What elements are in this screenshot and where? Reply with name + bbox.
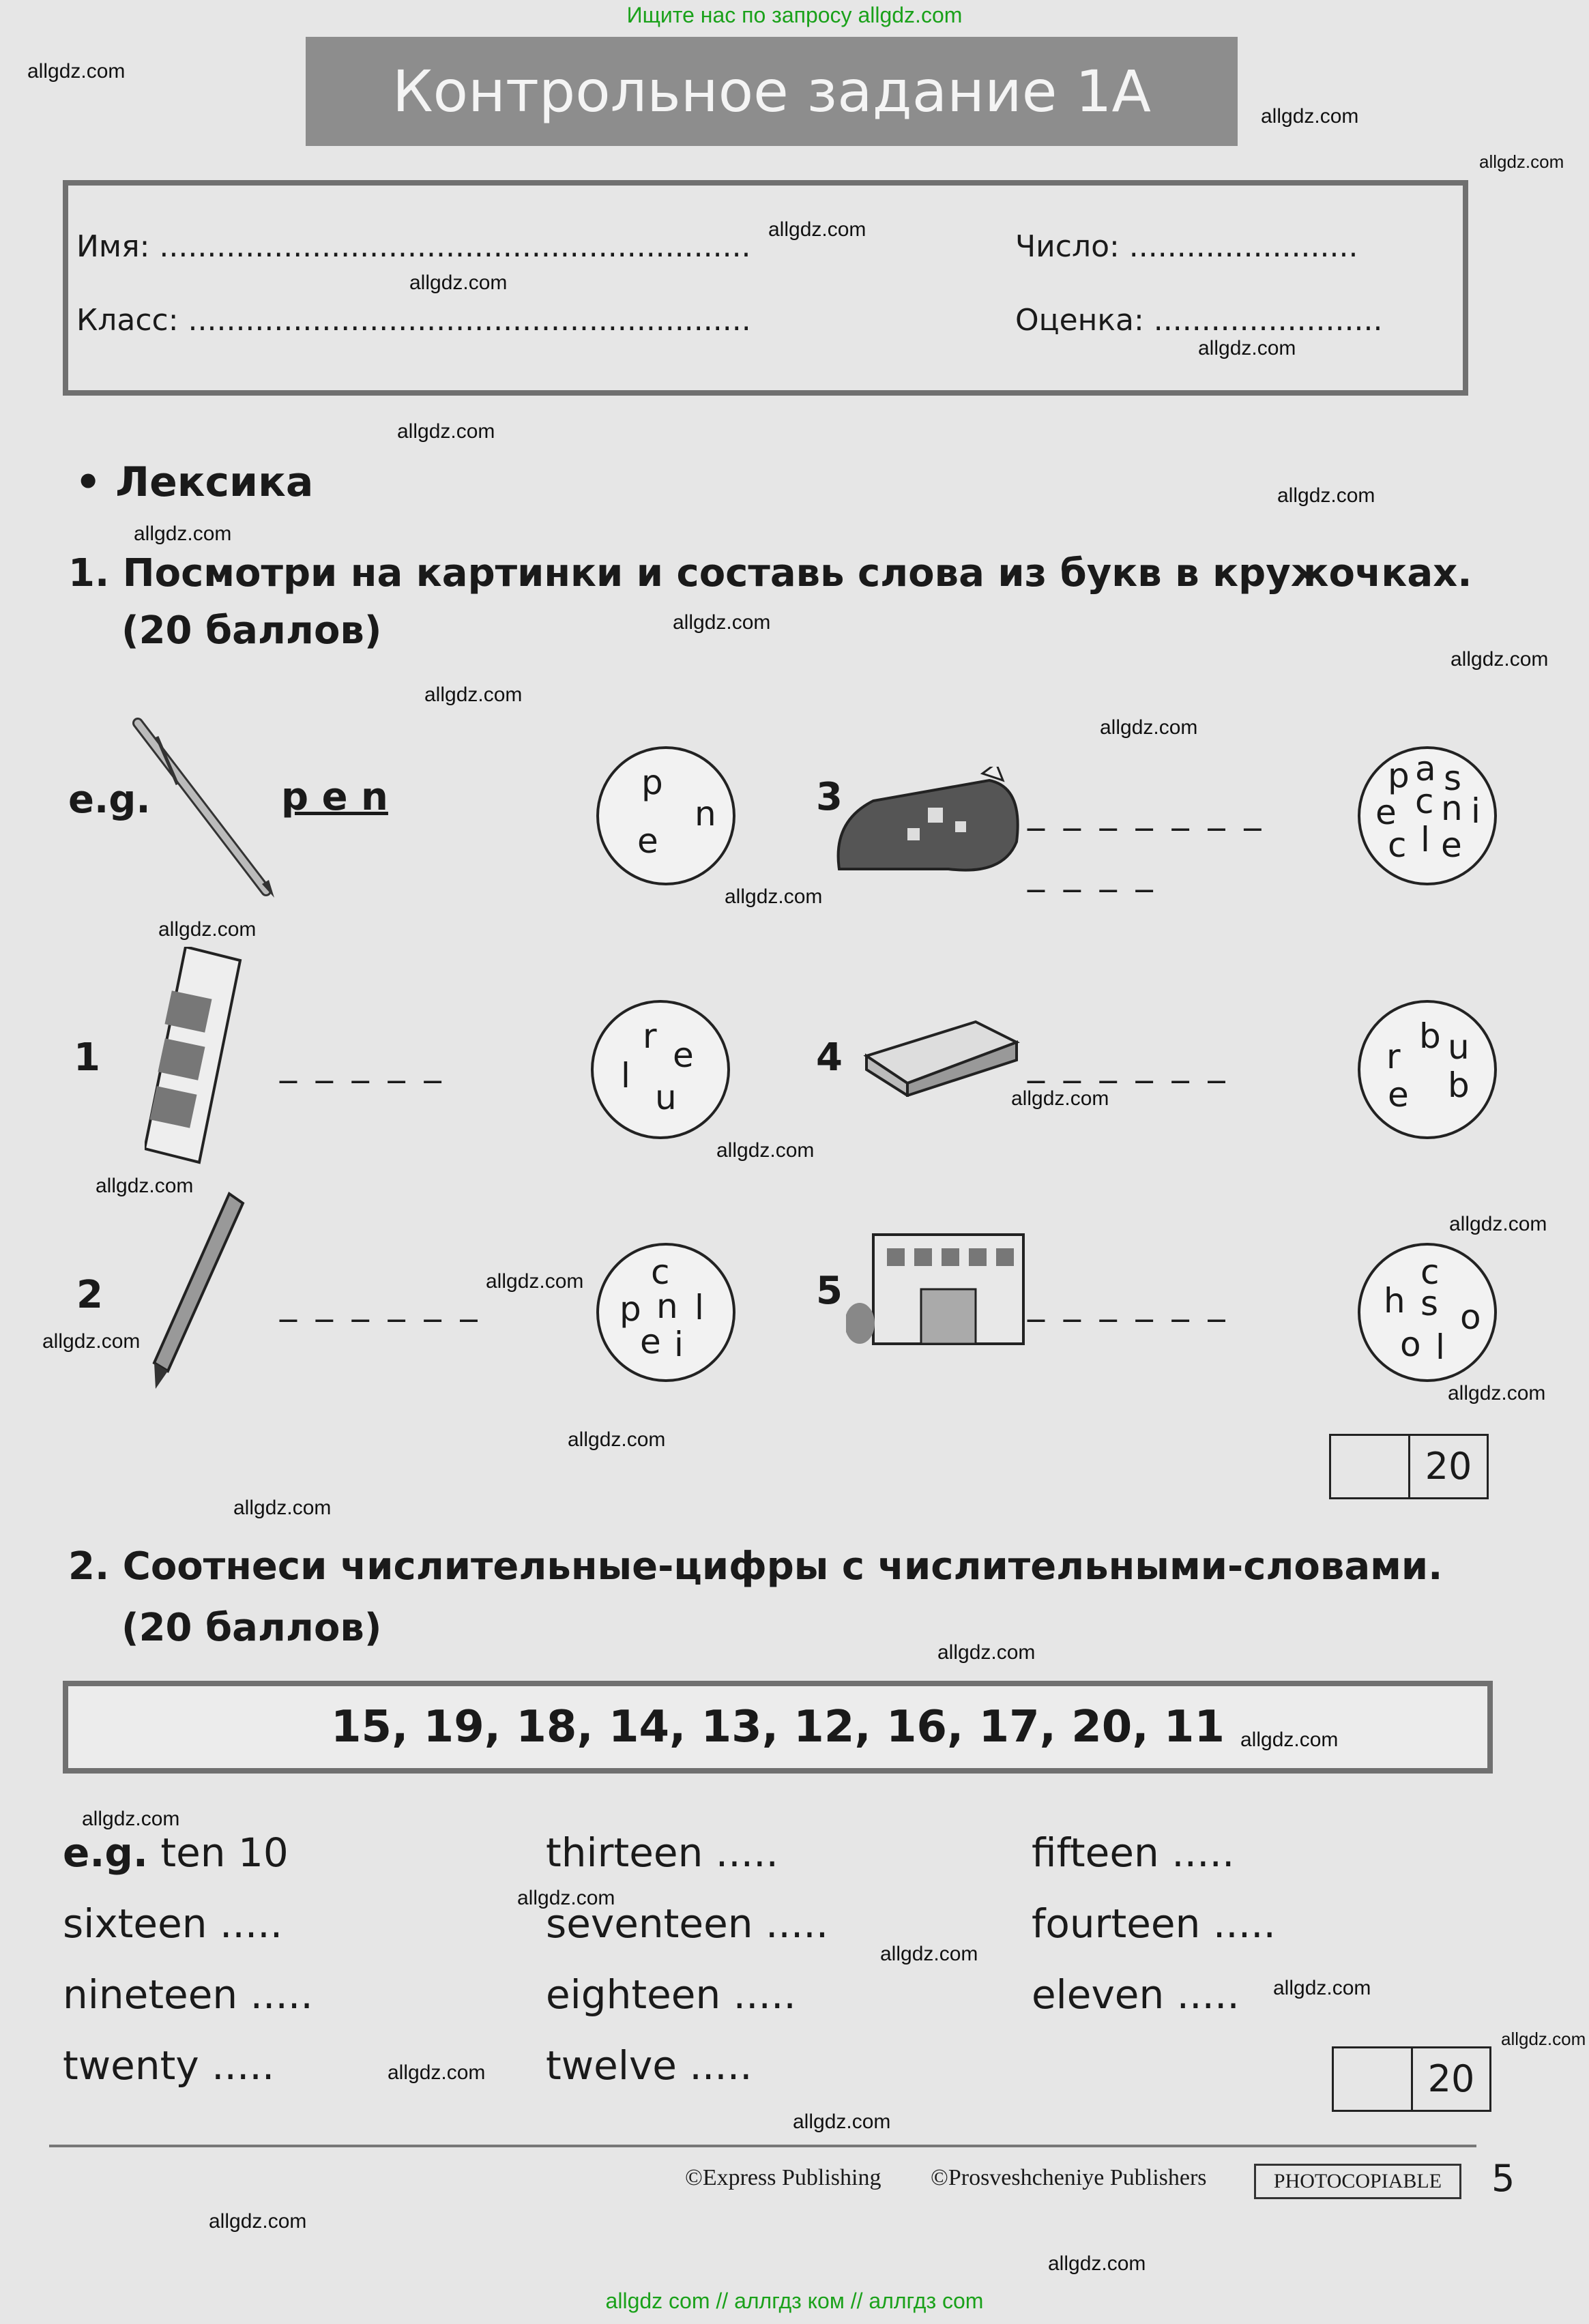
word-nineteen[interactable]: nineteen ..... [63, 1971, 313, 2018]
watermark: allgdz.com [397, 420, 495, 443]
item-2-blank[interactable]: _ _ _ _ _ _ [280, 1282, 482, 1322]
watermark: allgdz.com [42, 1330, 141, 1353]
item-5-label: 5 [816, 1269, 843, 1313]
watermark: allgdz.com [1240, 1729, 1339, 1751]
watermark: allgdz.com [937, 1641, 1036, 1664]
watermark: allgdz.com [725, 885, 823, 908]
watermark: allgdz.com [880, 1943, 978, 1965]
letter-circle-example: p n e [596, 746, 735, 885]
watermark: allgdz.com [768, 218, 866, 241]
watermark: allgdz.com [1448, 1382, 1546, 1404]
task2-score-box [1332, 2046, 1491, 2112]
photocopiable-badge: PHOTOCOPIABLE [1254, 2164, 1461, 2199]
watermark: allgdz.com [96, 1175, 194, 1197]
watermark: allgdz.com [388, 2061, 486, 2084]
watermark: allgdz.com [1450, 648, 1549, 671]
pencil-case-icon [826, 767, 1030, 889]
watermark: allgdz.com [1479, 151, 1564, 172]
student-info-box [63, 180, 1468, 396]
watermark: allgdz.com [517, 1887, 615, 1909]
watermark: allgdz.com [486, 1270, 584, 1293]
item-1-label: 1 [74, 1035, 100, 1080]
footer-divider [49, 2145, 1476, 2147]
footer-prosv: ©Prosveshcheniye Publishers [931, 2165, 1207, 2190]
top-search-note[interactable]: Ищите нас по запросу allgdz.com [626, 3, 963, 27]
watermark: allgdz.com [134, 523, 232, 545]
watermark: allgdz.com [1277, 484, 1375, 507]
page-title: Контрольное задание 1А [306, 37, 1238, 146]
watermark: allgdz.com [1011, 1087, 1109, 1110]
date-field[interactable]: Число: ........................ [1015, 229, 1358, 264]
task1-score-box [1329, 1434, 1489, 1499]
example-prefix: e.g. [63, 1829, 148, 1876]
word-seventeen[interactable]: seventeen ..... [546, 1900, 829, 1947]
name-field[interactable]: Имя: .............................................................. [76, 229, 751, 264]
word-eleven[interactable]: eleven ..... [1032, 1971, 1240, 2018]
word-twenty[interactable]: twenty ..... [63, 2042, 275, 2089]
pencil-icon [141, 1187, 250, 1392]
task2-score: 20 [1411, 2048, 1489, 2110]
watermark: allgdz.com [1261, 105, 1359, 128]
watermark: allgdz.com [1501, 2029, 1586, 2049]
task2-points: (20 баллов) [121, 1606, 382, 1650]
letter-circle-4: b u r e b [1358, 1000, 1497, 1139]
section-title: • Лексика [75, 458, 314, 506]
item-1-blank[interactable]: _ _ _ _ _ [280, 1044, 446, 1083]
class-field[interactable]: Класс: ........................................................... [76, 303, 751, 338]
letter-circle-1: r e l u [591, 1000, 730, 1139]
footer-express: ©Express Publishing [685, 2165, 881, 2190]
watermark: allgdz.com [409, 271, 508, 294]
watermark: allgdz.com [424, 683, 523, 706]
watermark: allgdz.com [1273, 1977, 1371, 1999]
word-fifteen[interactable]: fifteen ..... [1032, 1829, 1235, 1876]
task1-heading: 1. Посмотри на картинки и составь слова из букв в кружочках. [68, 551, 1472, 595]
example-word [63, 1829, 289, 1876]
numbers-box: 15, 19, 18, 14, 13, 12, 16, 17, 20, 11 [63, 1681, 1493, 1774]
letter-circle-5: c h s o o l [1358, 1243, 1497, 1382]
watermark: allgdz.com [673, 611, 771, 634]
item-3-blank-second[interactable]: _ _ _ _ [1027, 853, 1157, 892]
item-2-label: 2 [76, 1273, 103, 1317]
bottom-note: allgdz com // аллгдз ком // аллгдз com [605, 2289, 984, 2313]
example-label: e.g. [68, 778, 151, 822]
task1-points: (20 баллов) [121, 608, 382, 653]
watermark: allgdz.com [27, 60, 126, 83]
watermark: allgdz.com [568, 1428, 666, 1451]
watermark: allgdz.com [233, 1497, 332, 1519]
rubber-icon [860, 1015, 1023, 1097]
task2-heading: 2. Соотнеси числительные-цифры с числительными-словами. [68, 1544, 1443, 1589]
watermark: allgdz.com [716, 1139, 815, 1162]
item-4-blank[interactable]: _ _ _ _ _ _ [1027, 1044, 1229, 1083]
ruler-icon [145, 947, 247, 1165]
watermark: allgdz.com [1449, 1213, 1547, 1235]
item-4-label: 4 [816, 1035, 843, 1080]
word-sixteen[interactable]: sixteen ..... [63, 1900, 283, 1947]
watermark: allgdz.com [1198, 337, 1296, 359]
item-3-blank[interactable]: _ _ _ _ _ _ _ [1027, 791, 1266, 831]
word-twelve[interactable]: twelve ..... [546, 2042, 753, 2089]
item-3-label: 3 [816, 775, 843, 819]
watermark: allgdz.com [158, 918, 257, 941]
word-fourteen[interactable]: fourteen ..... [1032, 1900, 1276, 1947]
letter-circle-3: p a s e c n i c l e [1358, 746, 1497, 885]
watermark: allgdz.com [82, 1808, 180, 1830]
grade-field[interactable]: Оценка: ........................ [1015, 303, 1383, 338]
task1-score: 20 [1408, 1436, 1487, 1497]
word-eighteen[interactable]: eighteen ..... [546, 1971, 796, 2018]
letter-circle-2: c p n l e i [596, 1243, 735, 1382]
watermark: allgdz.com [793, 2110, 891, 2133]
watermark: allgdz.com [1100, 716, 1198, 739]
example-rest: ten 10 [160, 1829, 289, 1876]
word-thirteen[interactable]: thirteen ..... [546, 1829, 778, 1876]
watermark: allgdz.com [209, 2210, 307, 2233]
item-5-blank[interactable]: _ _ _ _ _ _ [1027, 1282, 1229, 1322]
school-icon [846, 1221, 1037, 1351]
watermark: allgdz.com [1048, 2252, 1146, 2275]
example-answer: p e n [281, 775, 388, 819]
pen-icon [130, 716, 287, 900]
page-number: 5 [1491, 2157, 1515, 2200]
